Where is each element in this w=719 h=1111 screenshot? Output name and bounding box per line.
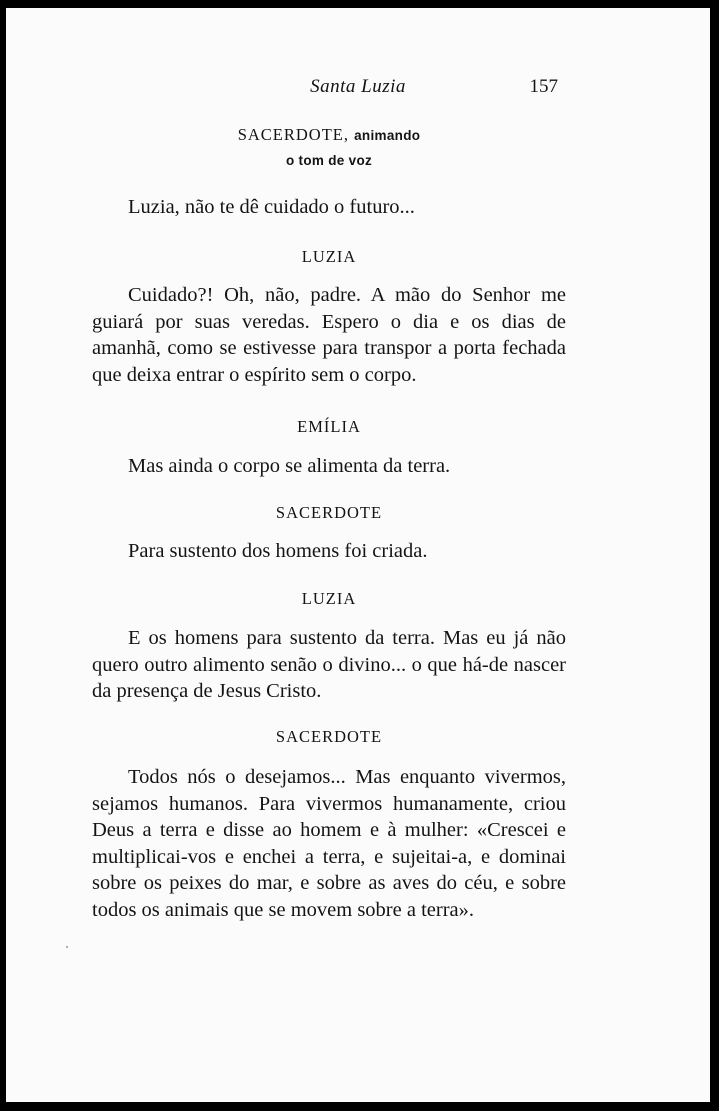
page-header — [6, 76, 710, 100]
speaker-heading — [92, 122, 566, 150]
speaker-name: EMÍLIA — [297, 417, 361, 436]
dialogue-block-2 — [92, 244, 566, 271]
speaker-name: LUZIA — [301, 247, 357, 266]
speech-block-6 — [92, 764, 566, 923]
speech-block-2 — [92, 282, 566, 388]
speech-text: E os homens para sustento da terra. Mas eu já não quero outro alimento senão o divino... o que há-de nascer da presença de Jesus Cristo. — [92, 627, 566, 702]
speech-block-5 — [92, 625, 566, 705]
speaker-name: SACERDOTE, — [237, 125, 349, 144]
speech-block-1 — [92, 194, 566, 221]
page-number: 157 — [529, 76, 558, 97]
book-page — [6, 8, 710, 1102]
speech-text: Todos nós o desejamos... Mas enquanto vivermos, sejamos humanos. Para vivermos humanamente, criou Deus a terra e disse ao homem e à mulher: «Crescei e multiplicai-vos e enchei a terra, e sujeitai-a, e dominai sobre os peixes do mar, e sobre as aves do céu, e sobre todos os animais que se movem sobre a terra». — [92, 766, 566, 921]
stage-direction-continued: o tom de voz — [285, 152, 373, 168]
stage-direction: animando — [354, 128, 421, 143]
speaker-name: LUZIA — [301, 589, 357, 608]
speech-text: Para sustento dos homens foi criada. — [128, 540, 428, 562]
speech-text: Cuidado?! Oh, não, padre. A mão do Senhor me guiará por suas veredas. Espero o dia e os dias de amanhã, como se estivesse para transpor a porta fechada que deixa entrar o espírito sem o corpo. — [92, 284, 566, 386]
dialogue-block-4 — [92, 500, 566, 527]
speech-block-3 — [92, 453, 566, 480]
speech-text: Mas ainda o corpo se alimenta da terra. — [128, 455, 451, 477]
dialogue-block-6 — [92, 724, 566, 751]
dialogue-block-1 — [92, 122, 566, 172]
dialogue-block-5 — [92, 586, 566, 613]
speech-block-4 — [92, 538, 566, 565]
speaker-name: SACERDOTE — [275, 727, 383, 746]
dialogue-block-3 — [92, 414, 566, 441]
running-title: Santa Luzia — [310, 76, 406, 97]
speaker-name: SACERDOTE — [275, 503, 383, 522]
speech-text: Luzia, não te dê cuidado o futuro... — [128, 196, 415, 218]
margin-speck — [66, 946, 68, 948]
